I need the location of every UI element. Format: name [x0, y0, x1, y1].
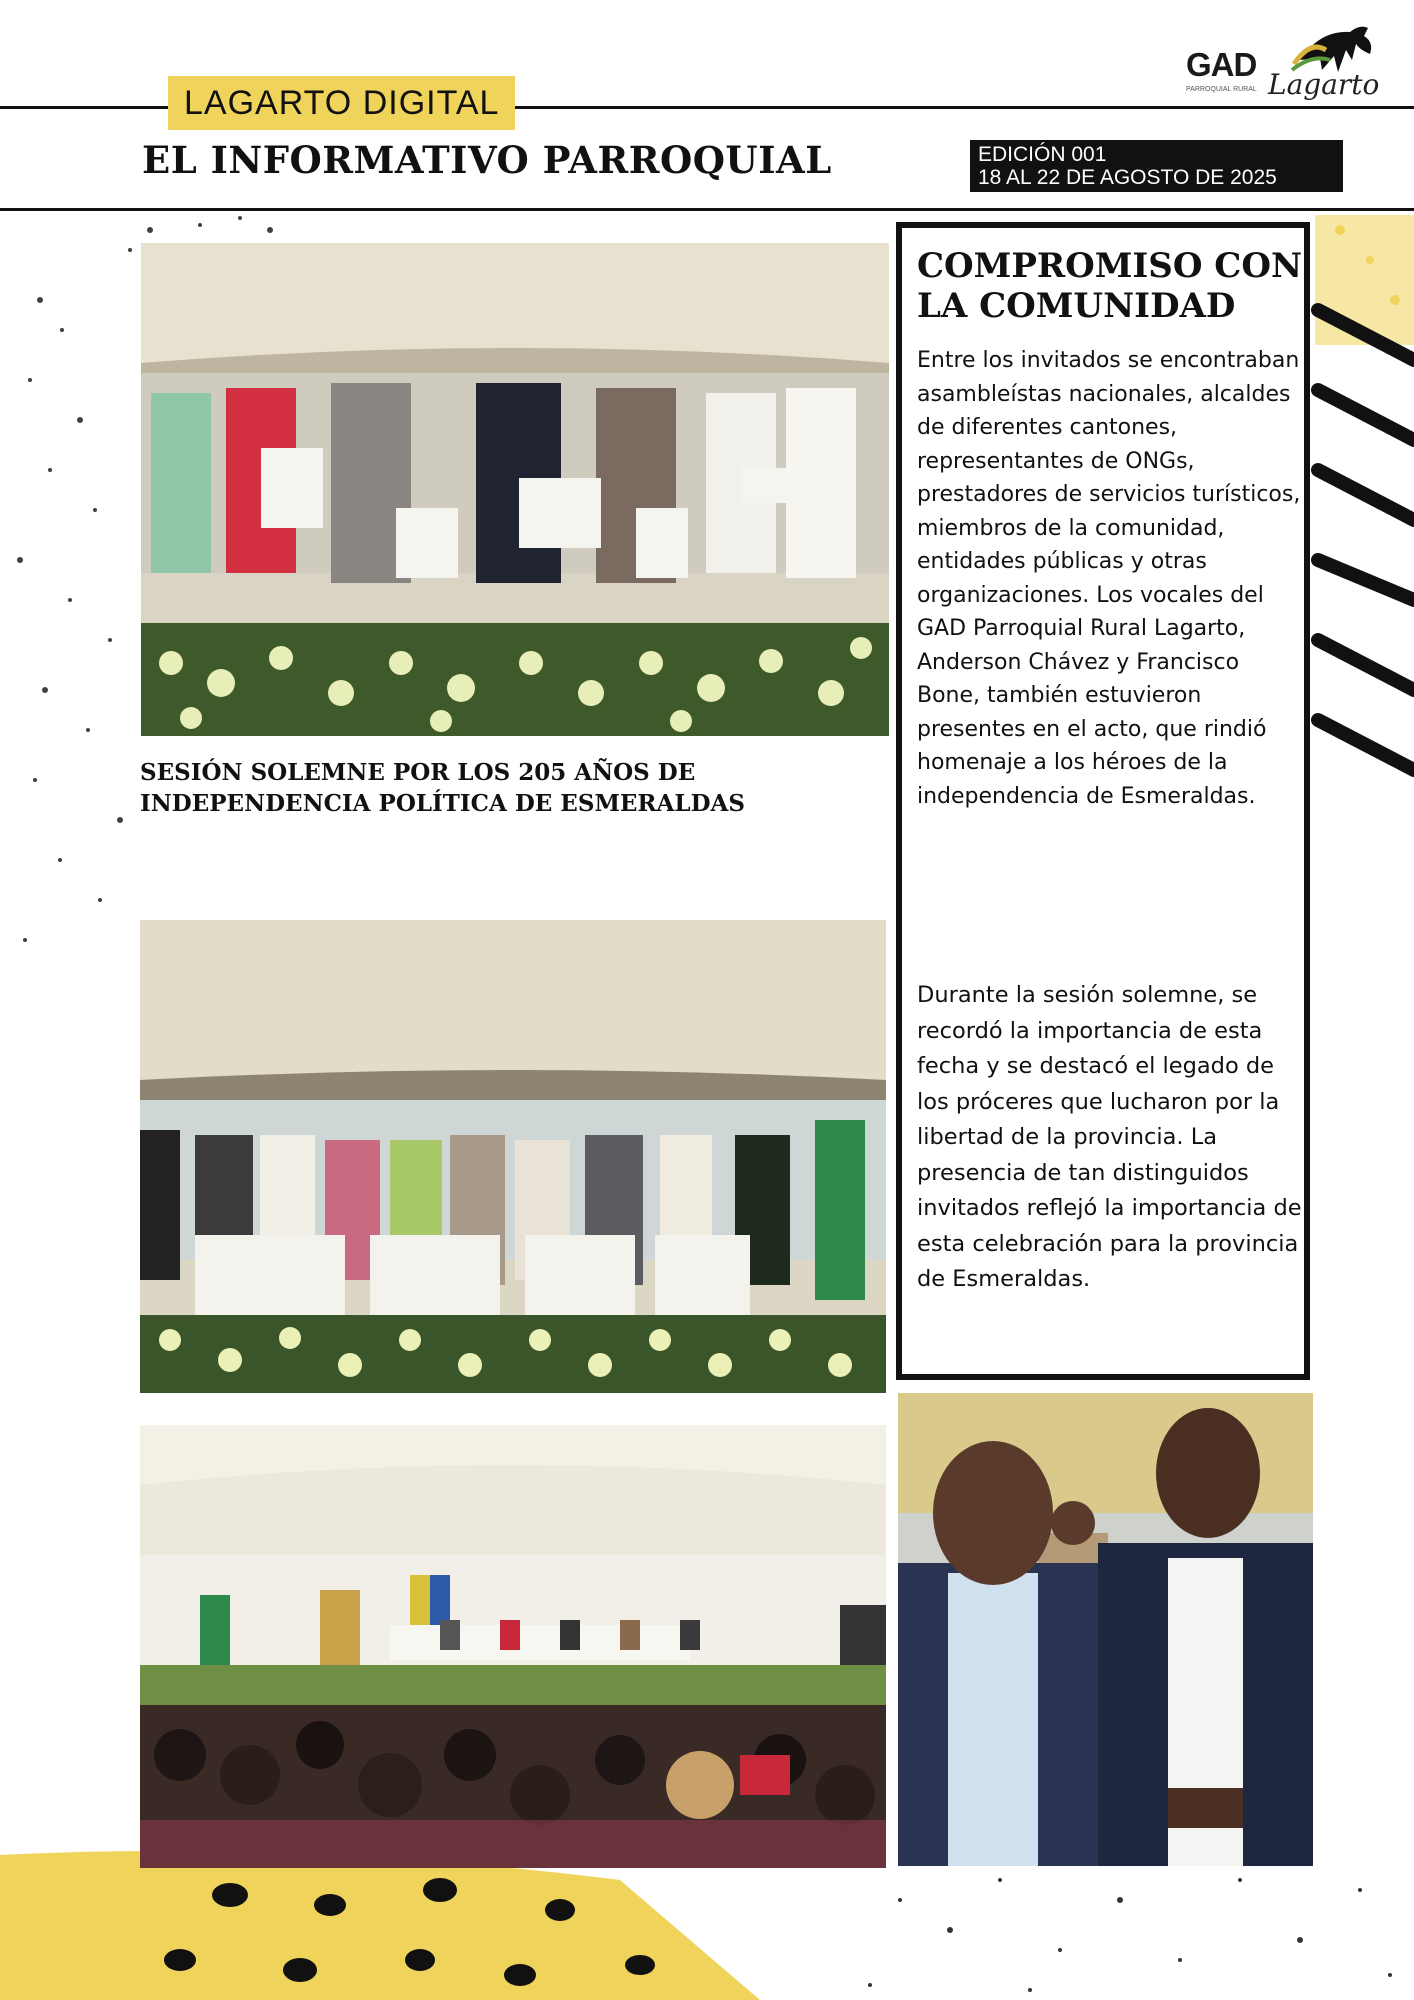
article-paragraph-2: Durante la sesión solemne, se recordó la importancia de esta fecha y se destacó el legado de los próceres que lucharon por la libertad de la provincia. La presencia de tan distinguidos invitados reflejó la importancia de esta celebración para la provincia de Esmeraldas.	[917, 982, 1302, 1292]
photo-officials-lineup	[140, 920, 886, 1393]
logo-gad-text: GAD	[1186, 46, 1257, 83]
photo-two-attendees	[898, 1393, 1313, 1866]
header-bottom-rule	[0, 208, 1414, 211]
article-title: COMPROMISO CON LA COMUNIDAD	[917, 246, 1303, 326]
logo-subtitle: PARROQUIAL RURAL	[1186, 86, 1257, 93]
photo-caption: SESIÓN SOLEMNE POR LOS 205 AÑOS DE INDEPENDENCIA POLÍTICA DE ESMERALDAS	[140, 759, 745, 817]
edition-badge	[970, 140, 1343, 192]
article-paragraph-1: Entre los invitados se encontraban asambleístas nacionales, alcaldes de diferentes cantones, representantes de ONGs, prestadores de servicios turísticos, miembros de la comunidad, entidades públicas y otras organizaciones. Los vocales del GAD Parroquial Rural Lagarto, Anderson Chávez y Francisco Bone, también estuvieron presentes en el acto, que rindió homenaje a los héroes de la independencia de Esmeraldas.	[917, 348, 1301, 809]
edition-number: EDICIÓN 001	[978, 143, 1107, 166]
logo-script-text: Lagarto	[1268, 68, 1380, 101]
publication-tag: LAGARTO DIGITAL	[168, 76, 515, 130]
photo-audience	[140, 1425, 886, 1868]
gad-lagarto-logo	[1182, 20, 1378, 102]
photo-certificate-ceremony	[141, 243, 889, 736]
edition-dates: 18 AL 22 DE AGOSTO DE 2025	[978, 166, 1277, 189]
masthead-title: EL INFORMATIVO PARROQUIAL	[142, 138, 832, 182]
article-box	[896, 222, 1310, 1380]
